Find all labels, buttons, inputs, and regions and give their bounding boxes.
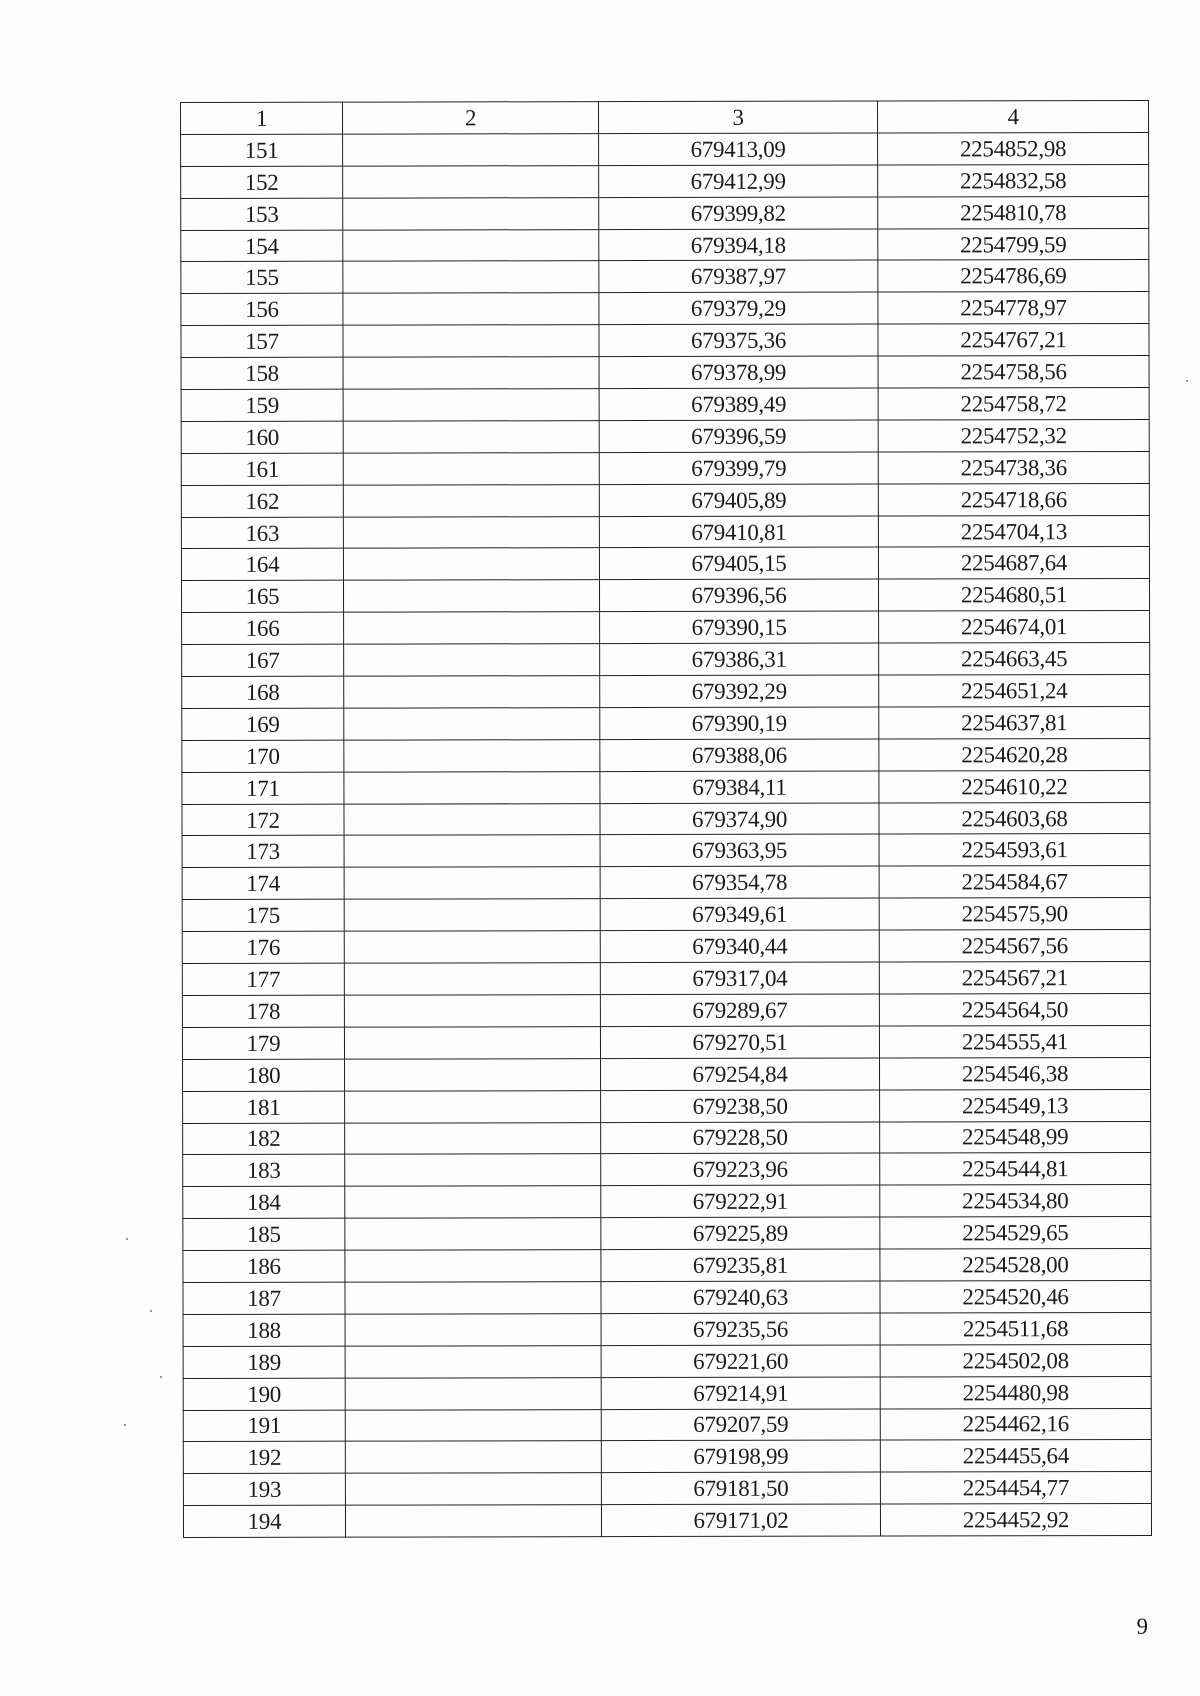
cell-x-coordinate: 679363,95 [600,835,879,867]
table-row [181,547,1149,581]
table-row [183,1312,1151,1346]
cell-column-2 [343,548,599,580]
cell-column-2 [345,1090,601,1122]
scan-speck [1186,380,1188,382]
cell-y-coordinate: 2254564,50 [879,993,1150,1025]
cell-point-number: 166 [182,612,344,644]
table-row [183,1408,1151,1442]
table-row [183,1121,1151,1155]
table-row [182,770,1150,804]
table-row [183,1089,1151,1123]
cell-y-coordinate: 2254575,90 [879,898,1150,930]
table-row [181,483,1149,517]
cell-point-number: 180 [183,1059,345,1091]
cell-column-2 [343,389,599,421]
cell-column-2 [345,1377,601,1409]
cell-point-number: 184 [183,1186,345,1218]
cell-column-2 [344,963,600,995]
cell-column-2 [344,867,600,899]
cell-y-coordinate: 2254778,97 [878,292,1149,324]
cell-x-coordinate: 679390,15 [600,611,879,643]
cell-x-coordinate: 679394,18 [599,229,878,261]
cell-column-2 [344,580,600,612]
table-row [182,962,1150,996]
cell-point-number: 173 [182,836,344,868]
cell-column-2 [344,931,600,963]
cell-x-coordinate: 679221,60 [601,1345,880,1377]
cell-column-2 [344,612,600,644]
cell-point-number: 179 [182,1027,344,1059]
table-row [183,1504,1151,1538]
cell-point-number: 191 [183,1410,345,1442]
cell-x-coordinate: 679399,82 [599,197,878,229]
cell-point-number: 159 [181,389,343,421]
cell-column-2 [344,899,600,931]
cell-column-2 [343,134,599,166]
cell-x-coordinate: 679240,63 [601,1281,880,1313]
cell-y-coordinate: 2254593,61 [879,834,1150,866]
table-row [183,1217,1151,1251]
cell-y-coordinate: 2254549,13 [880,1089,1151,1121]
table-row [182,898,1150,932]
cell-y-coordinate: 2254718,66 [878,483,1149,515]
cell-column-2 [345,1058,601,1090]
cell-column-2 [345,1345,601,1377]
cell-x-coordinate: 679238,50 [601,1090,880,1122]
table-row [182,738,1150,772]
cell-point-number: 152 [181,166,343,198]
scan-speck [160,1376,162,1378]
cell-x-coordinate: 679412,99 [599,165,878,197]
cell-column-2 [345,1473,601,1505]
cell-x-coordinate: 679171,02 [601,1504,880,1536]
cell-y-coordinate: 2254767,21 [878,324,1149,356]
cell-x-coordinate: 679384,11 [600,771,879,803]
cell-point-number: 168 [182,676,344,708]
cell-point-number: 151 [181,134,343,166]
table-row [183,1185,1151,1219]
cell-x-coordinate: 679228,50 [601,1122,880,1154]
table-row [182,930,1150,964]
cell-x-coordinate: 679349,61 [600,898,879,930]
cell-column-2 [344,1026,600,1058]
cell-x-coordinate: 679387,97 [599,260,878,292]
cell-x-coordinate: 679378,99 [599,356,878,388]
cell-point-number: 171 [182,772,344,804]
header-cell-y-coordinate: 4 [877,100,1148,132]
cell-column-2 [345,1505,601,1537]
cell-column-2 [344,771,600,803]
cell-point-number: 165 [182,581,344,613]
cell-point-number: 164 [181,549,343,581]
cell-y-coordinate: 2254852,98 [878,132,1149,164]
cell-column-2 [343,197,599,229]
cell-column-2 [343,261,599,293]
cell-point-number: 157 [181,325,343,357]
cell-x-coordinate: 679390,19 [600,707,879,739]
header-cell-column-2: 2 [343,102,599,134]
cell-x-coordinate: 679317,04 [600,962,879,994]
cell-point-number: 161 [181,453,343,485]
cell-y-coordinate: 2254610,22 [879,770,1150,802]
table-row [181,164,1149,198]
cell-column-2 [343,293,599,325]
table-row [183,1280,1151,1314]
table-row [181,419,1149,453]
table-row [183,1472,1151,1506]
cell-x-coordinate: 679198,99 [601,1440,880,1472]
table-row [183,1344,1151,1378]
cell-point-number: 158 [181,357,343,389]
cell-y-coordinate: 2254534,80 [880,1185,1151,1217]
cell-y-coordinate: 2254799,59 [878,228,1149,260]
cell-y-coordinate: 2254502,08 [880,1344,1151,1376]
cell-column-2 [343,165,599,197]
cell-point-number: 181 [183,1091,345,1123]
cell-point-number: 193 [183,1473,345,1505]
cell-column-2 [345,1122,601,1154]
scan-speck [124,1424,126,1426]
cell-point-number: 185 [183,1218,345,1250]
cell-point-number: 153 [181,198,343,230]
cell-column-2 [344,739,600,771]
cell-point-number: 163 [181,517,343,549]
table-row [182,802,1150,836]
cell-column-2 [345,1313,601,1345]
table-row [181,132,1149,166]
cell-y-coordinate: 2254528,00 [880,1249,1151,1281]
table-row [182,866,1150,900]
cell-y-coordinate: 2254603,68 [879,802,1150,834]
cell-y-coordinate: 2254687,64 [878,547,1149,579]
cell-x-coordinate: 679225,89 [601,1217,880,1249]
cell-column-2 [344,995,600,1027]
page-number: 9 [1136,1614,1148,1639]
cell-x-coordinate: 679207,59 [601,1409,880,1441]
cell-x-coordinate: 679235,81 [601,1249,880,1281]
cell-x-coordinate: 679270,51 [600,1026,879,1058]
cell-column-2 [344,835,600,867]
table-row [182,993,1150,1027]
cell-x-coordinate: 679223,96 [601,1153,880,1185]
cell-point-number: 186 [183,1250,345,1282]
cell-point-number: 183 [183,1155,345,1187]
coordinates-table [180,100,1152,1538]
cell-y-coordinate: 2254680,51 [879,579,1150,611]
table-row [181,228,1149,262]
cell-x-coordinate: 679388,06 [600,739,879,771]
cell-y-coordinate: 2254567,21 [879,962,1150,994]
table-row [182,1025,1150,1059]
cell-column-2 [344,708,600,740]
table-row [183,1153,1151,1187]
cell-x-coordinate: 679181,50 [601,1472,880,1504]
table-row [182,675,1150,709]
cell-x-coordinate: 679235,56 [601,1313,880,1345]
cell-point-number: 162 [181,485,343,517]
cell-point-number: 177 [182,963,344,995]
cell-column-2 [343,357,599,389]
cell-column-2 [345,1186,601,1218]
cell-column-2 [343,484,599,516]
cell-y-coordinate: 2254546,38 [880,1057,1151,1089]
cell-y-coordinate: 2254663,45 [879,643,1150,675]
cell-column-2 [344,644,600,676]
cell-x-coordinate: 679289,67 [600,994,879,1026]
table-row [181,387,1149,421]
cell-column-2 [345,1250,601,1282]
cell-x-coordinate: 679340,44 [600,930,879,962]
cell-y-coordinate: 2254548,99 [880,1121,1151,1153]
table-row [181,260,1149,294]
cell-y-coordinate: 2254544,81 [880,1153,1151,1185]
cell-point-number: 190 [183,1378,345,1410]
table-row [181,292,1149,326]
cell-y-coordinate: 2254758,72 [878,387,1149,419]
cell-y-coordinate: 2254480,98 [880,1376,1151,1408]
table-header-row [181,100,1149,134]
cell-column-2 [345,1154,601,1186]
table-row [181,196,1149,230]
cell-point-number: 155 [181,262,343,294]
cell-point-number: 175 [182,899,344,931]
cell-point-number: 167 [182,644,344,676]
cell-column-2 [345,1282,601,1314]
cell-y-coordinate: 2254637,81 [879,706,1150,738]
cell-y-coordinate: 2254810,78 [878,196,1149,228]
cell-point-number: 160 [181,421,343,453]
table-row [182,706,1150,740]
cell-point-number: 189 [183,1346,345,1378]
cell-y-coordinate: 2254455,64 [880,1440,1151,1472]
cell-y-coordinate: 2254520,46 [880,1280,1151,1312]
table-row [182,611,1150,645]
table-row [181,451,1149,485]
cell-x-coordinate: 679396,59 [599,420,878,452]
cell-y-coordinate: 2254454,77 [880,1472,1151,1504]
cell-y-coordinate: 2254752,32 [878,419,1149,451]
cell-column-2 [343,452,599,484]
cell-point-number: 174 [182,868,344,900]
cell-point-number: 187 [183,1282,345,1314]
cell-x-coordinate: 679354,78 [600,866,879,898]
cell-y-coordinate: 2254567,56 [879,930,1150,962]
cell-point-number: 182 [183,1123,345,1155]
table-row [183,1376,1151,1410]
cell-y-coordinate: 2254620,28 [879,738,1150,770]
cell-y-coordinate: 2254738,36 [878,451,1149,483]
cell-x-coordinate: 679374,90 [600,803,879,835]
cell-point-number: 192 [183,1442,345,1474]
cell-column-2 [345,1441,601,1473]
table-body [181,132,1152,1537]
cell-point-number: 194 [183,1505,345,1537]
cell-y-coordinate: 2254786,69 [878,260,1149,292]
table-row [182,643,1150,677]
table-row [181,324,1149,358]
table-row [183,1249,1151,1283]
cell-y-coordinate: 2254511,68 [880,1312,1151,1344]
cell-y-coordinate: 2254758,56 [878,356,1149,388]
cell-x-coordinate: 679396,56 [600,579,879,611]
cell-x-coordinate: 679410,81 [599,516,878,548]
scan-speck [150,1310,152,1312]
cell-point-number: 178 [182,995,344,1027]
table-row [182,579,1150,613]
cell-y-coordinate: 2254651,24 [879,675,1150,707]
cell-x-coordinate: 679405,15 [599,548,878,580]
cell-column-2 [343,325,599,357]
cell-y-coordinate: 2254704,13 [878,515,1149,547]
cell-y-coordinate: 2254462,16 [880,1408,1151,1440]
cell-point-number: 188 [183,1314,345,1346]
scan-speck [126,1238,128,1240]
cell-y-coordinate: 2254452,92 [880,1504,1151,1536]
cell-y-coordinate: 2254555,41 [879,1025,1150,1057]
cell-x-coordinate: 679405,89 [599,484,878,516]
cell-column-2 [345,1218,601,1250]
cell-x-coordinate: 679214,91 [601,1377,880,1409]
cell-y-coordinate: 2254529,65 [880,1217,1151,1249]
cell-x-coordinate: 679413,09 [599,133,878,165]
cell-x-coordinate: 679392,29 [600,675,879,707]
table-row [181,356,1149,390]
cell-y-coordinate: 2254674,01 [879,611,1150,643]
cell-x-coordinate: 679386,31 [600,643,879,675]
cell-point-number: 156 [181,294,343,326]
cell-x-coordinate: 679222,91 [601,1185,880,1217]
cell-y-coordinate: 2254584,67 [879,866,1150,898]
cell-point-number: 172 [182,804,344,836]
cell-point-number: 154 [181,230,343,262]
cell-point-number: 169 [182,708,344,740]
table-row [182,834,1150,868]
cell-column-2 [344,676,600,708]
cell-x-coordinate: 679399,79 [599,452,878,484]
cell-column-2 [344,803,600,835]
cell-x-coordinate: 679379,29 [599,292,878,324]
cell-column-2 [345,1409,601,1441]
cell-column-2 [343,516,599,548]
cell-point-number: 170 [182,740,344,772]
cell-column-2 [343,421,599,453]
cell-x-coordinate: 679389,49 [599,388,878,420]
table-row [183,1057,1151,1091]
header-cell-point-number: 1 [181,102,343,134]
header-cell-x-coordinate: 3 [599,101,878,133]
cell-y-coordinate: 2254832,58 [878,164,1149,196]
table-row [181,515,1149,549]
cell-column-2 [343,229,599,261]
cell-x-coordinate: 679375,36 [599,324,878,356]
cell-x-coordinate: 679254,84 [601,1058,880,1090]
table-row [183,1440,1151,1474]
cell-point-number: 176 [182,931,344,963]
